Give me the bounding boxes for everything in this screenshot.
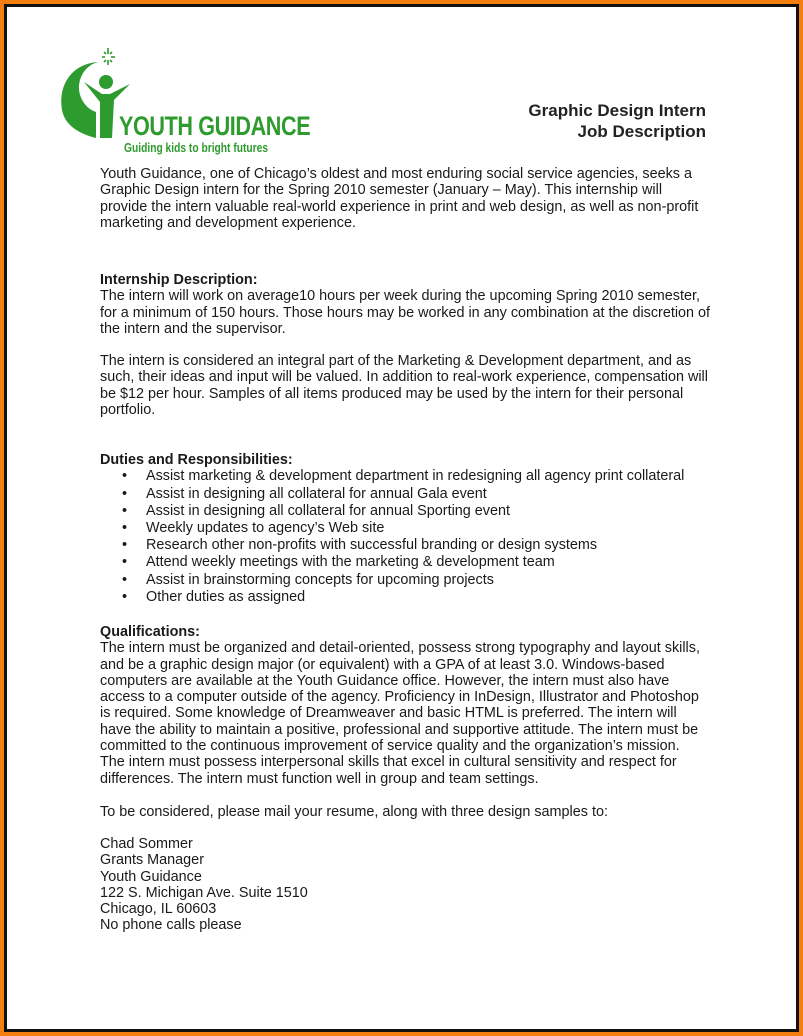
- text-line: The intern will work on average10 hours per week during the upcoming Spring 2010 semester,: [100, 288, 700, 305]
- contact-title: Grants Manager: [100, 852, 204, 869]
- document-title: [528, 100, 706, 142]
- duty-text: Assist in designing all collateral for annual Gala event: [146, 485, 487, 502]
- apply-instructions: [100, 804, 608, 820]
- text-line: Youth Guidance, one of Chicago’s oldest and most enduring social service agencies, seeks a: [100, 166, 692, 182]
- bullet-icon: •: [122, 485, 128, 502]
- qualifications-section: [100, 624, 700, 787]
- text-line: provide the intern valuable real-world experience in print and web design, as well as non-profit: [100, 198, 699, 215]
- intro-paragraph: [100, 166, 698, 231]
- contact-name: Chad Sommer: [100, 836, 193, 852]
- duty-text: Assist in brainstorming concepts for upcoming projects: [146, 571, 494, 588]
- text-line: be $12 per hour. Samples of all items produced may be used by the intern for their personal: [100, 385, 684, 402]
- title-line-1: Graphic Design Intern: [528, 101, 706, 120]
- bullet-icon: •: [122, 519, 128, 536]
- duty-text: Research other non-profits with successful branding or design systems: [146, 537, 598, 554]
- bullet-icon: •: [122, 468, 128, 485]
- text-line: such, their ideas and input will be valued. In addition to real-work experience, compensation will: [100, 369, 708, 386]
- text-line: access to a computer outside of the agency. Proficiency in InDesign, Illustrator and Photoshop: [100, 689, 699, 706]
- text-line: differences. The intern must function well in group and team settings.: [100, 770, 539, 787]
- duty-item: [100, 572, 684, 589]
- duty-item: [100, 503, 684, 520]
- bullet-icon: •: [122, 588, 128, 605]
- bullet-icon: •: [122, 571, 128, 588]
- text-line: To be considered, please mail your resume, along with three design samples to:: [100, 804, 608, 820]
- duty-text: Weekly updates to agency’s Web site: [146, 519, 385, 536]
- section-heading: Duties and Responsibilities:: [100, 452, 293, 468]
- duty-item: [100, 520, 684, 537]
- duties-list: [100, 468, 684, 606]
- text-line: for a minimum of 150 hours. Those hours may be worked in any combination at the discretion of: [100, 304, 711, 321]
- text-line: computers are available at the Youth Guidance office. However, the intern must also have: [100, 672, 670, 689]
- title-line-2: Job Description: [577, 122, 706, 141]
- section-heading: Internship Description:: [100, 272, 258, 288]
- duty-item: [100, 589, 684, 606]
- text-line: The intern must be organized and detail-oriented, possess strong typography and layout skills,: [100, 640, 700, 657]
- text-line: marketing and development experience.: [100, 214, 356, 231]
- contact-address: [100, 836, 308, 934]
- logo-tagline: Guiding kids to bright futures: [124, 141, 269, 155]
- duty-text: Assist marketing & development department in redesigning all agency print collateral: [146, 468, 685, 485]
- duty-text: Other duties as assigned: [146, 588, 306, 605]
- duties-section: [100, 452, 684, 606]
- bullet-icon: •: [122, 502, 128, 519]
- text-line: committed to the continuous improvement of service quality and the organization’s mission.: [100, 738, 680, 755]
- duty-item: [100, 537, 684, 554]
- text-line: the intern and the supervisor.: [100, 320, 286, 337]
- contact-city: Chicago, IL 60603: [100, 901, 217, 918]
- text-line: portfolio.: [100, 401, 156, 418]
- duty-item: [100, 554, 684, 571]
- contact-note: No phone calls please: [100, 917, 242, 934]
- duty-item: [100, 486, 684, 503]
- text-line: and be a graphic design major (or equivalent) with a GPA of at least 3.0. Windows-based: [100, 656, 665, 673]
- duty-text: Attend weekly meetings with the marketing & development team: [146, 554, 555, 571]
- internship-section: [100, 272, 710, 337]
- integral-paragraph: [100, 353, 708, 418]
- text-line: is required. Some knowledge of Dreamweaver and basic HTML is preferred. The intern will: [100, 705, 677, 722]
- logo-name: YOUTH GUIDANCE: [119, 111, 311, 141]
- text-line: The intern must possess interpersonal skills that excel in cultural sensitivity and respect for: [100, 754, 677, 771]
- contact-org: Youth Guidance: [100, 868, 202, 885]
- duty-item: [100, 468, 684, 485]
- text-line: have the ability to maintain a positive, professional and supportive attitude. The intern must be: [100, 721, 699, 738]
- contact-street: 122 S. Michigan Ave. Suite 1510: [100, 884, 308, 901]
- text-line: Graphic Design intern for the Spring 2010 semester (January – May). This internship will: [100, 182, 663, 199]
- bullet-icon: •: [122, 537, 128, 554]
- section-heading: Qualifications:: [100, 624, 200, 640]
- text-line: The intern is considered an integral part of the Marketing & Development department, and as: [100, 353, 692, 369]
- bullet-icon: •: [122, 554, 128, 571]
- duty-text: Assist in designing all collateral for annual Sporting event: [146, 502, 510, 519]
